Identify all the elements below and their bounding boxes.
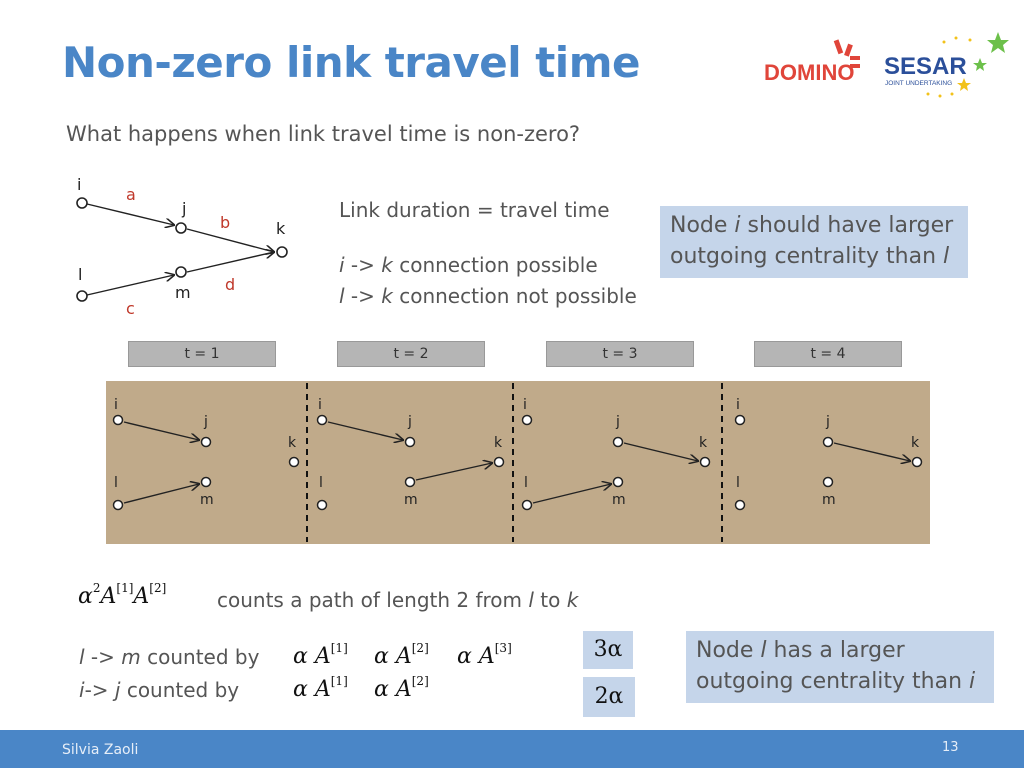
edge-label: a [126,185,136,204]
node-k [277,247,287,257]
tl-node-l [318,501,327,510]
time-label-3: t = 3 [546,341,694,367]
star-icon [987,32,1009,53]
tl-label: i [523,397,527,413]
tl-node-i [523,416,532,425]
tl-label: l [319,475,323,491]
node-i [77,198,87,208]
slide-subtitle: What happens when link travel time is non-zero? [66,122,581,146]
node-l [77,291,87,301]
tl-node-l [523,501,532,510]
tl-node-l [114,501,123,510]
tl-node-m [824,478,833,487]
tl-node-k [913,458,922,467]
edge-label: d [225,275,236,294]
footer-bar [0,730,1024,768]
tl-label: j [408,414,412,430]
formula-main: $\alpha^2A[1]A[2]$ [78,581,167,609]
tl-label: m [200,492,214,508]
tl-node-m [614,478,623,487]
tl-node-m [202,478,211,487]
tl-node-k [290,458,299,467]
tl-label: j [616,414,620,430]
count-row-lm: l -> m counted by [79,645,260,669]
connection-possible-text: i -> k connection possible [339,253,598,277]
timeline-diagram [106,381,930,544]
link-duration-text: Link duration = travel time [339,198,610,222]
time-label-2: t = 2 [337,341,485,367]
term-a2: α A[2] [374,674,429,702]
tl-label: k [288,435,297,451]
edge-label: c [126,299,135,318]
tl-node-i [318,416,327,425]
note-box-top: Node i should have larger outgoing centrality than l [660,206,968,278]
time-label-1: t = 1 [128,341,276,367]
node-label: j [182,199,187,218]
tl-node-j [202,438,211,447]
tl-label: k [494,435,503,451]
tl-node-m [406,478,415,487]
tl-label: m [612,492,626,508]
edge-label: b [220,213,231,232]
node-m [176,267,186,277]
term-a1: α A[1] [293,641,348,669]
connection-not-possible-text: l -> k connection not possible [339,284,637,308]
tl-node-i [736,416,745,425]
tl-node-i [114,416,123,425]
note-box-bottom: Node l has a larger outgoing centrality than i [686,631,994,703]
static-graph [60,170,320,330]
sesar-text: SESAR [884,53,967,80]
tl-label: i [318,397,322,413]
tl-label: m [404,492,418,508]
tl-node-j [406,438,415,447]
sesar-subtext: JOINT UNDERTAKING [885,80,953,87]
domino-logo [764,39,860,85]
node-j [176,223,186,233]
page-number: 13 [942,740,959,755]
term-a2: α A[2] [374,641,429,669]
count-row-ij: i-> j counted by [79,678,240,702]
tl-label: k [911,435,920,451]
tl-label: l [524,475,528,491]
tl-label: m [822,492,836,508]
tl-label: i [736,397,740,413]
term-a3: α A[3] [457,641,512,669]
sesar-logo [884,32,1009,98]
star-icon [973,58,987,71]
tl-label: i [114,397,118,413]
time-label-4: t = 4 [754,341,902,367]
tl-node-j [824,438,833,447]
total-box-2alpha: 2α [583,677,635,717]
tl-node-k [701,458,710,467]
tl-node-k [495,458,504,467]
logos [758,30,1018,110]
formula-description: counts a path of length 2 from l to k [217,588,579,612]
total-box-3alpha: 3α [583,631,633,669]
footer-author: Silvia Zaoli [62,742,139,758]
tl-label: j [204,414,208,430]
tl-node-l [736,501,745,510]
node-label: m [175,283,191,302]
tl-label: k [699,435,708,451]
node-label: k [276,219,286,238]
domino-text: DOMINO [764,60,855,85]
tl-label: l [736,475,740,491]
slide-title: Non-zero link travel time [62,38,640,87]
term-a1: α A[1] [293,674,348,702]
tl-node-j [614,438,623,447]
tl-label: j [826,414,830,430]
tl-label: l [114,475,118,491]
node-label: l [78,265,83,284]
node-label: i [77,175,82,194]
